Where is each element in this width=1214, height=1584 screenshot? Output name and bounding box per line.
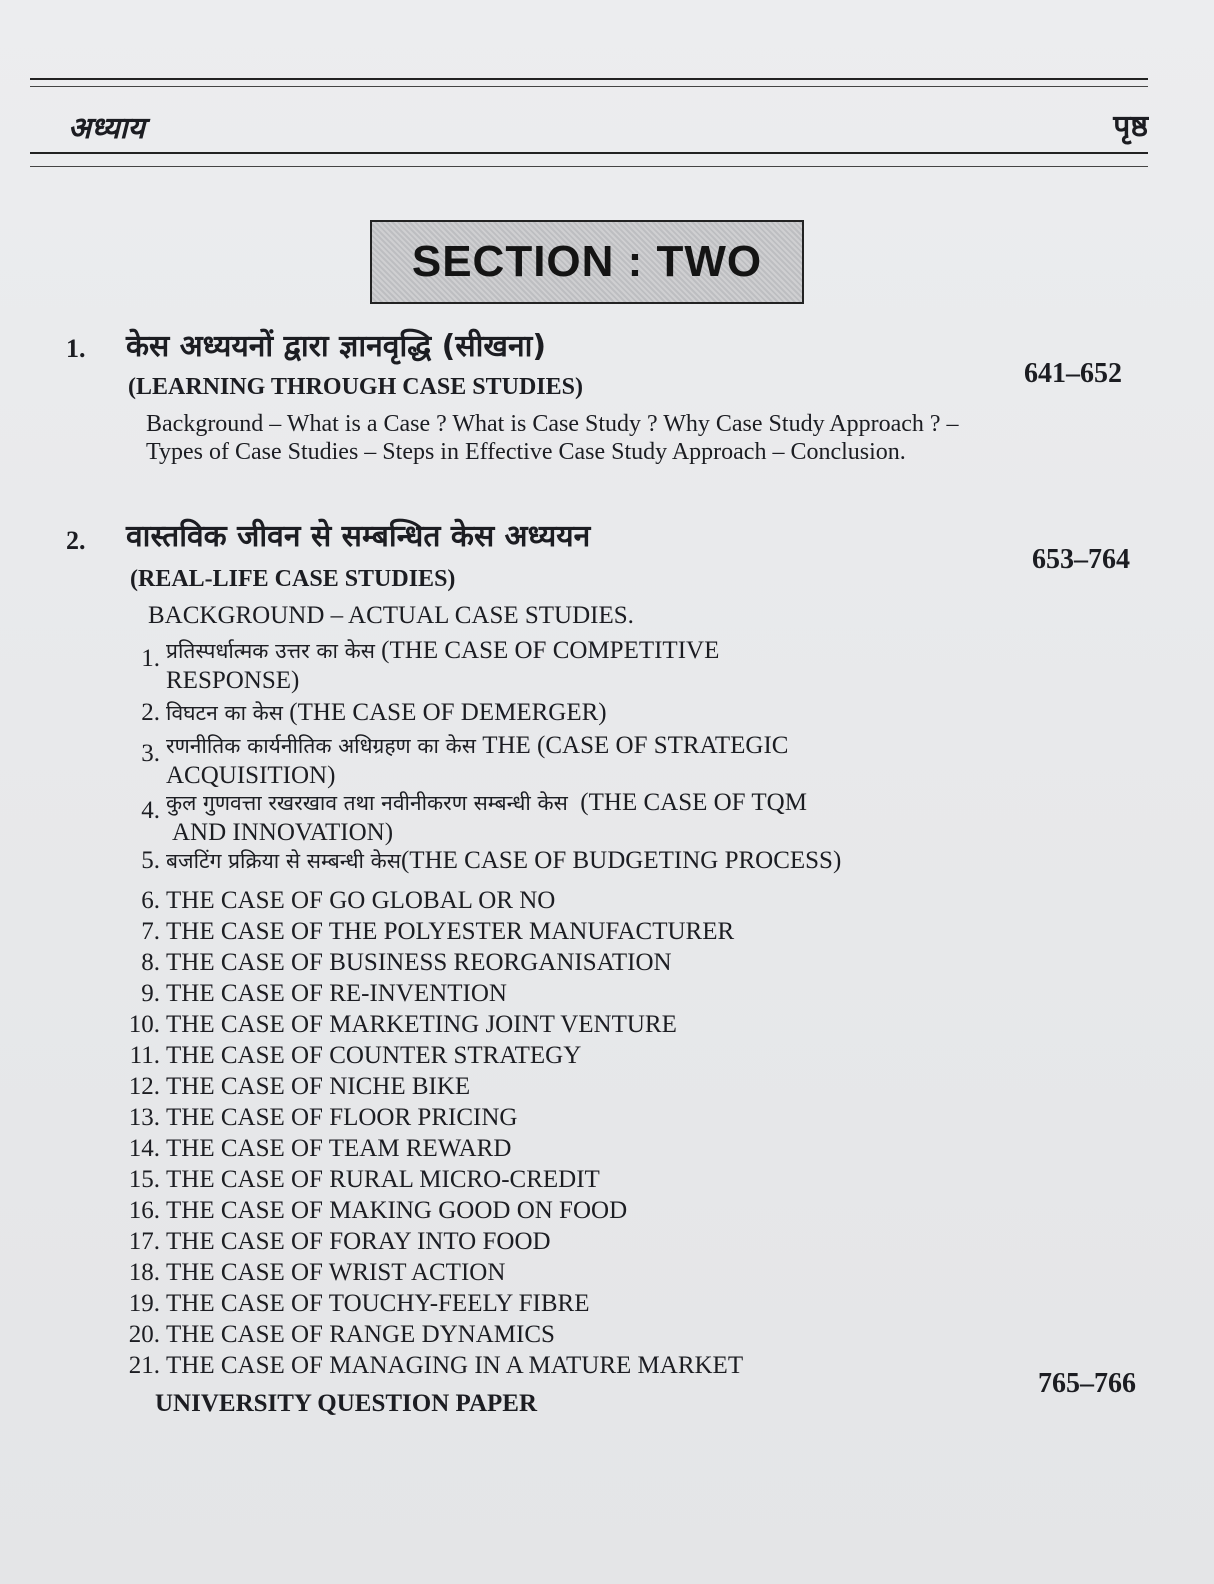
case-item — [100, 1103, 1060, 1133]
chapter-2-background: BACKGROUND – ACTUAL CASE STUDIES. — [148, 602, 634, 629]
case-title — [166, 979, 986, 1009]
case-number: 2. — [141, 699, 160, 726]
case-title — [166, 917, 986, 947]
top-rule — [30, 78, 1148, 87]
case-title — [166, 698, 986, 728]
case-title — [166, 1351, 986, 1381]
case-english-title: THE CASE OF RE-INVENTION — [166, 980, 507, 1007]
case-number: 4. — [141, 797, 160, 824]
case-number: 17. — [128, 1228, 160, 1255]
case-english-title: THE (CASE OF STRATEGIC — [475, 732, 789, 759]
chapter-1-pages: 641–652 — [1024, 358, 1122, 389]
case-english-title: THE CASE OF RURAL MICRO-CREDIT — [166, 1166, 600, 1193]
section-title-box — [370, 220, 804, 304]
case-title — [166, 731, 986, 791]
case-hindi-title: कुल गुणवत्ता रखरखाव तथा नवीनीकरण सम्बन्धी केस — [166, 791, 568, 815]
case-english-title: (THE CASE OF DEMERGER) — [283, 699, 607, 726]
chapter-column-label: अध्याय — [68, 111, 145, 146]
case-english-title: THE CASE OF MARKETING JOINT VENTURE — [166, 1011, 677, 1038]
case-english-title: (THE CASE OF TQM — [567, 789, 807, 816]
case-item — [100, 731, 1060, 791]
case-hindi-title: बजटिंग प्रक्रिया से सम्बन्धी केस — [166, 849, 401, 873]
case-english-title: THE CASE OF THE POLYESTER MANUFACTURER — [166, 918, 735, 945]
case-item — [100, 1227, 1060, 1257]
chapter-1-hindi-title: केस अध्ययनों द्वारा ज्ञानवृद्धि (सीखना) — [126, 329, 547, 364]
case-english-title: THE CASE OF GO GLOBAL OR NO — [166, 887, 556, 914]
case-number: 11. — [129, 1042, 160, 1069]
case-number: 19. — [128, 1290, 160, 1317]
case-english-title: THE CASE OF MANAGING IN A MATURE MARKET — [166, 1352, 744, 1379]
case-item — [100, 1072, 1060, 1102]
case-english-title: THE CASE OF FORAY INTO FOOD — [166, 1228, 551, 1255]
case-english-title: (THE CASE OF COMPETITIVE — [374, 637, 720, 664]
case-item — [100, 1289, 1060, 1319]
case-english-title: THE CASE OF RANGE DYNAMICS — [166, 1321, 555, 1348]
case-number: 13. — [128, 1104, 160, 1131]
case-number: 8. — [141, 949, 160, 976]
case-title — [166, 1196, 986, 1226]
case-title — [166, 1165, 986, 1195]
section-title: SECTION : TWO — [411, 237, 763, 286]
case-number: 9. — [141, 980, 160, 1007]
case-hindi-title: विघटन का केस — [166, 701, 284, 725]
case-english-title: (THE CASE OF BUDGETING PROCESS) — [400, 847, 842, 874]
case-title — [166, 1289, 986, 1319]
chapter-2-pages: 653–764 — [1032, 544, 1130, 575]
case-item — [100, 1041, 1060, 1071]
case-title — [166, 1010, 986, 1040]
case-title — [166, 948, 986, 978]
case-english-title: THE CASE OF MAKING GOOD ON FOOD — [166, 1197, 628, 1224]
column-header — [30, 104, 1148, 148]
case-title — [166, 1227, 986, 1257]
chapter-2-hindi-title: वास्तविक जीवन से सम्बन्धित केस अध्ययन — [126, 519, 591, 554]
case-number: 21. — [128, 1352, 160, 1379]
case-item — [100, 1010, 1060, 1040]
case-hindi-title: प्रतिस्पर्धात्मक उत्तर का केस — [166, 639, 375, 663]
case-title — [166, 1134, 986, 1164]
case-english-title-continued: AND INNOVATION) — [172, 819, 394, 846]
case-number: 20. — [128, 1321, 160, 1348]
case-number: 5. — [141, 847, 160, 874]
chapter-1-number: 1. — [66, 334, 86, 363]
case-number: 1. — [141, 645, 160, 672]
case-english-title-continued: ACQUISITION) — [166, 762, 336, 789]
case-english-title: THE CASE OF COUNTER STRATEGY — [166, 1042, 582, 1069]
case-item — [100, 788, 1060, 848]
case-english-title: THE CASE OF WRIST ACTION — [166, 1259, 506, 1286]
header-rule — [30, 152, 1148, 154]
case-title — [166, 1258, 986, 1288]
case-number: 7. — [141, 918, 160, 945]
case-number: 12. — [128, 1073, 160, 1100]
university-pages: 765–766 — [1038, 1368, 1136, 1399]
case-english-title: THE CASE OF NICHE BIKE — [166, 1073, 471, 1100]
case-item — [100, 1165, 1060, 1195]
case-english-title: THE CASE OF TOUCHY-FEELY FIBRE — [166, 1290, 590, 1317]
chapter-2-number: 2. — [66, 526, 86, 555]
case-english-title: THE CASE OF FLOOR PRICING — [166, 1104, 518, 1131]
case-item — [100, 886, 1060, 916]
case-item — [100, 917, 1060, 947]
case-number: 15. — [128, 1166, 160, 1193]
chapter-1-english-title: (LEARNING THROUGH CASE STUDIES) — [128, 374, 583, 400]
case-hindi-title: रणनीतिक कार्यनीतिक अधिग्रहण का केस — [166, 734, 476, 758]
chapter-2-english-title: (REAL-LIFE CASE STUDIES) — [130, 566, 456, 592]
case-title — [166, 1072, 986, 1102]
case-title — [166, 788, 986, 848]
case-english-title-continued: RESPONSE) — [166, 667, 300, 694]
case-title — [166, 886, 986, 916]
header-rule-thin — [30, 166, 1148, 167]
case-title — [166, 846, 986, 876]
case-item — [100, 846, 1060, 876]
case-item — [100, 1351, 1060, 1381]
case-item — [100, 979, 1060, 1009]
case-item — [100, 1320, 1060, 1350]
case-title — [166, 1103, 986, 1133]
case-number: 14. — [128, 1135, 160, 1162]
case-english-title: THE CASE OF BUSINESS REORGANISATION — [166, 949, 672, 976]
case-item — [100, 698, 1060, 728]
page-column-label: पृष्ठ — [1113, 109, 1148, 144]
case-item — [100, 1196, 1060, 1226]
university-question-paper: UNIVERSITY QUESTION PAPER — [155, 1390, 538, 1417]
case-title — [166, 1041, 986, 1071]
case-number: 18. — [128, 1259, 160, 1286]
case-title — [166, 636, 986, 696]
case-english-title: THE CASE OF TEAM REWARD — [166, 1135, 512, 1162]
case-title — [166, 1320, 986, 1350]
case-number: 3. — [141, 740, 160, 767]
case-item — [100, 948, 1060, 978]
case-item — [100, 1258, 1060, 1288]
case-number: 6. — [141, 887, 160, 914]
chapter-1-description: Background – What is a Case ? What is Case Study ? Why Case Study Approach ? – Types of Case Studies – Steps in Effective Case Study Approach – Conclusion. — [146, 411, 959, 465]
case-number: 10. — [128, 1011, 160, 1038]
case-item — [100, 1134, 1060, 1164]
case-number: 16. — [128, 1197, 160, 1224]
case-item — [100, 636, 1060, 696]
